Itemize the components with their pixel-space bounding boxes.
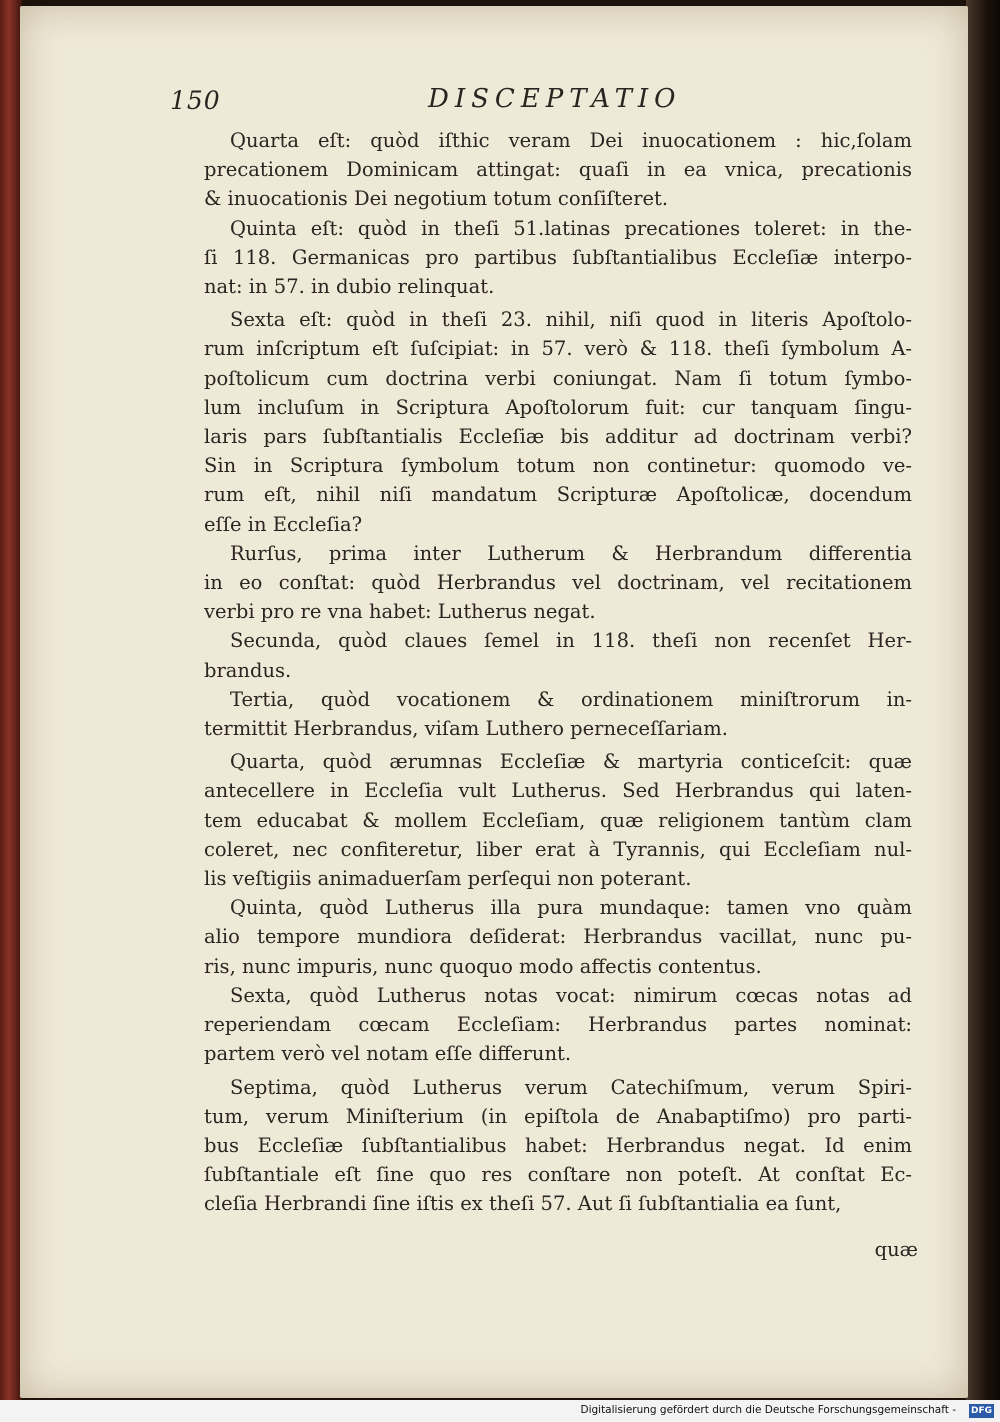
text-line: Sin in Scriptura ſymbolum totum non continetur: quomodo ve- xyxy=(204,454,912,478)
page-number: 150 xyxy=(170,86,221,115)
text-line: Tertia, quòd vocationem & ordinationem miniſtrorum in- xyxy=(230,687,912,711)
text-line: Secunda, quòd claues ſemel in 118. theſi non recenſet Her- xyxy=(230,629,912,653)
text-line: bus Eccleſiæ ſubſtantialibus habet: Herbrandus negat. Id enim xyxy=(204,1133,912,1157)
text-line: tum, verum Miniſterium (in epiſtola de Anabaptiſmo) pro parti- xyxy=(204,1104,912,1128)
text-line: in eo conſtat: quòd Herbrandus vel doctrinam, vel recitationem xyxy=(204,571,912,595)
text-line: partem verò vel notam eſſe differunt. xyxy=(204,1042,572,1066)
text-line: termittit Herbrandus, viſam Luthero perneceſſariam. xyxy=(204,717,728,741)
paragraph xyxy=(204,214,912,302)
funding-notice: Digitalisierung gefördert durch die Deutsche Forschungsgemeinschaft - xyxy=(580,1404,956,1416)
text-line: Quarta, quòd ærumnas Eccleſiæ & martyria conticeſcit: quæ xyxy=(230,750,912,774)
book-edge-left xyxy=(0,0,22,1400)
text-line: ſi 118. Germanicas pro partibus ſubſtantialibus Eccleſiæ interpo- xyxy=(204,245,912,269)
text-line: coleret, nec confiteretur, liber erat à Tyrannis, qui Eccleſiam nul- xyxy=(204,837,912,861)
body-text xyxy=(204,126,912,1219)
text-line: & inuocationis Dei negotium totum conſiſteret. xyxy=(204,187,669,211)
text-line: brandus. xyxy=(204,658,292,682)
text-line: Quarta eſt: quòd iſthic veram Dei inuocationem : hic,ſolam xyxy=(230,129,912,152)
text-line: laris pars ſubſtantialis Eccleſiæ bis additur ad doctrinam verbi? xyxy=(204,425,912,449)
text-line: verbi pro re vna habet: Lutherus negat. xyxy=(204,600,596,624)
text-line: Sexta, quòd Lutherus notas vocat: nimirum cœcas notas ad xyxy=(230,983,912,1007)
text-line: Sexta eſt: quòd in theſi 23. nihil, niſi quod in literis Apoſtolo- xyxy=(230,308,912,332)
paragraph xyxy=(204,539,912,627)
text-line: tem educabat & mollem Eccleſiam, quæ religionem tantùm clam xyxy=(204,808,912,832)
text-line: ſubſtantiale eſt ſine quo res conſtare non poteſt. At conſtat Ec- xyxy=(204,1163,912,1187)
page-header xyxy=(170,84,930,124)
text-line: alio tempore mundiora deſiderat: Herbrandus vacillat, nunc pu- xyxy=(204,925,912,949)
paragraph xyxy=(204,626,912,684)
text-line: nat: in 57. in dubio relinquat. xyxy=(204,275,495,299)
paragraph xyxy=(204,305,912,539)
footer-bar xyxy=(0,1400,1000,1422)
paragraph xyxy=(204,747,912,893)
text-line: ris, nunc impuris, nunc quoquo modo affectis contentus. xyxy=(204,954,762,978)
book-edge-right xyxy=(966,0,1000,1400)
text-line: lis veſtigiis animaduerſam perſequi non poterant. xyxy=(204,867,692,891)
text-line: lum incluſum in Scriptura Apoſtolorum fuit: cur tanquam ſingu- xyxy=(204,395,912,419)
paragraph xyxy=(204,685,912,743)
text-line: cleſia Herbrandi ſine iſtis ex theſi 57. Aut ſi ſubſtantialia ea ſunt, xyxy=(204,1192,842,1216)
text-line: Quinta eſt: quòd in theſi 51.latinas precationes toleret: in the- xyxy=(230,216,912,240)
text-line: rum eſt, nihil niſi mandatum Scripturæ Apoſtolicæ, docendum xyxy=(204,483,912,507)
text-line: antecellere in Eccleſia vult Lutherus. Sed Herbrandus qui laten- xyxy=(204,779,912,803)
dfg-logo: DFG xyxy=(970,1406,992,1416)
text-line: rum inſcriptum eſt ſuſcipiat: in 57. verò & 118. theſi ſymbolum A- xyxy=(204,337,912,361)
catchword: quæ xyxy=(874,1238,918,1261)
paragraph xyxy=(204,893,912,981)
paragraph xyxy=(204,1073,912,1219)
text-line: poſtolicum cum doctrina verbi coniungat. Nam ſi totum ſymbo- xyxy=(204,366,912,390)
text-line: Septima, quòd Lutherus verum Catechiſmum, verum Spiri- xyxy=(230,1075,912,1099)
text-line: reperiendam cœcam Eccleſiam: Herbrandus partes nominat: xyxy=(204,1013,912,1037)
text-line: eſſe in Eccleſia? xyxy=(204,512,363,536)
text-line: precationem Dominicam attingat: quaſi in ea vnica, precationis xyxy=(204,158,912,182)
text-line: Quinta, quòd Lutherus illa pura mundaque: tamen vno quàm xyxy=(230,896,912,920)
text-line: Rurſus, prima inter Lutherum & Herbrandum differentia xyxy=(230,541,912,565)
running-head: DISCEPTATIO xyxy=(428,84,682,114)
paragraph xyxy=(204,981,912,1069)
paragraph xyxy=(204,126,912,214)
